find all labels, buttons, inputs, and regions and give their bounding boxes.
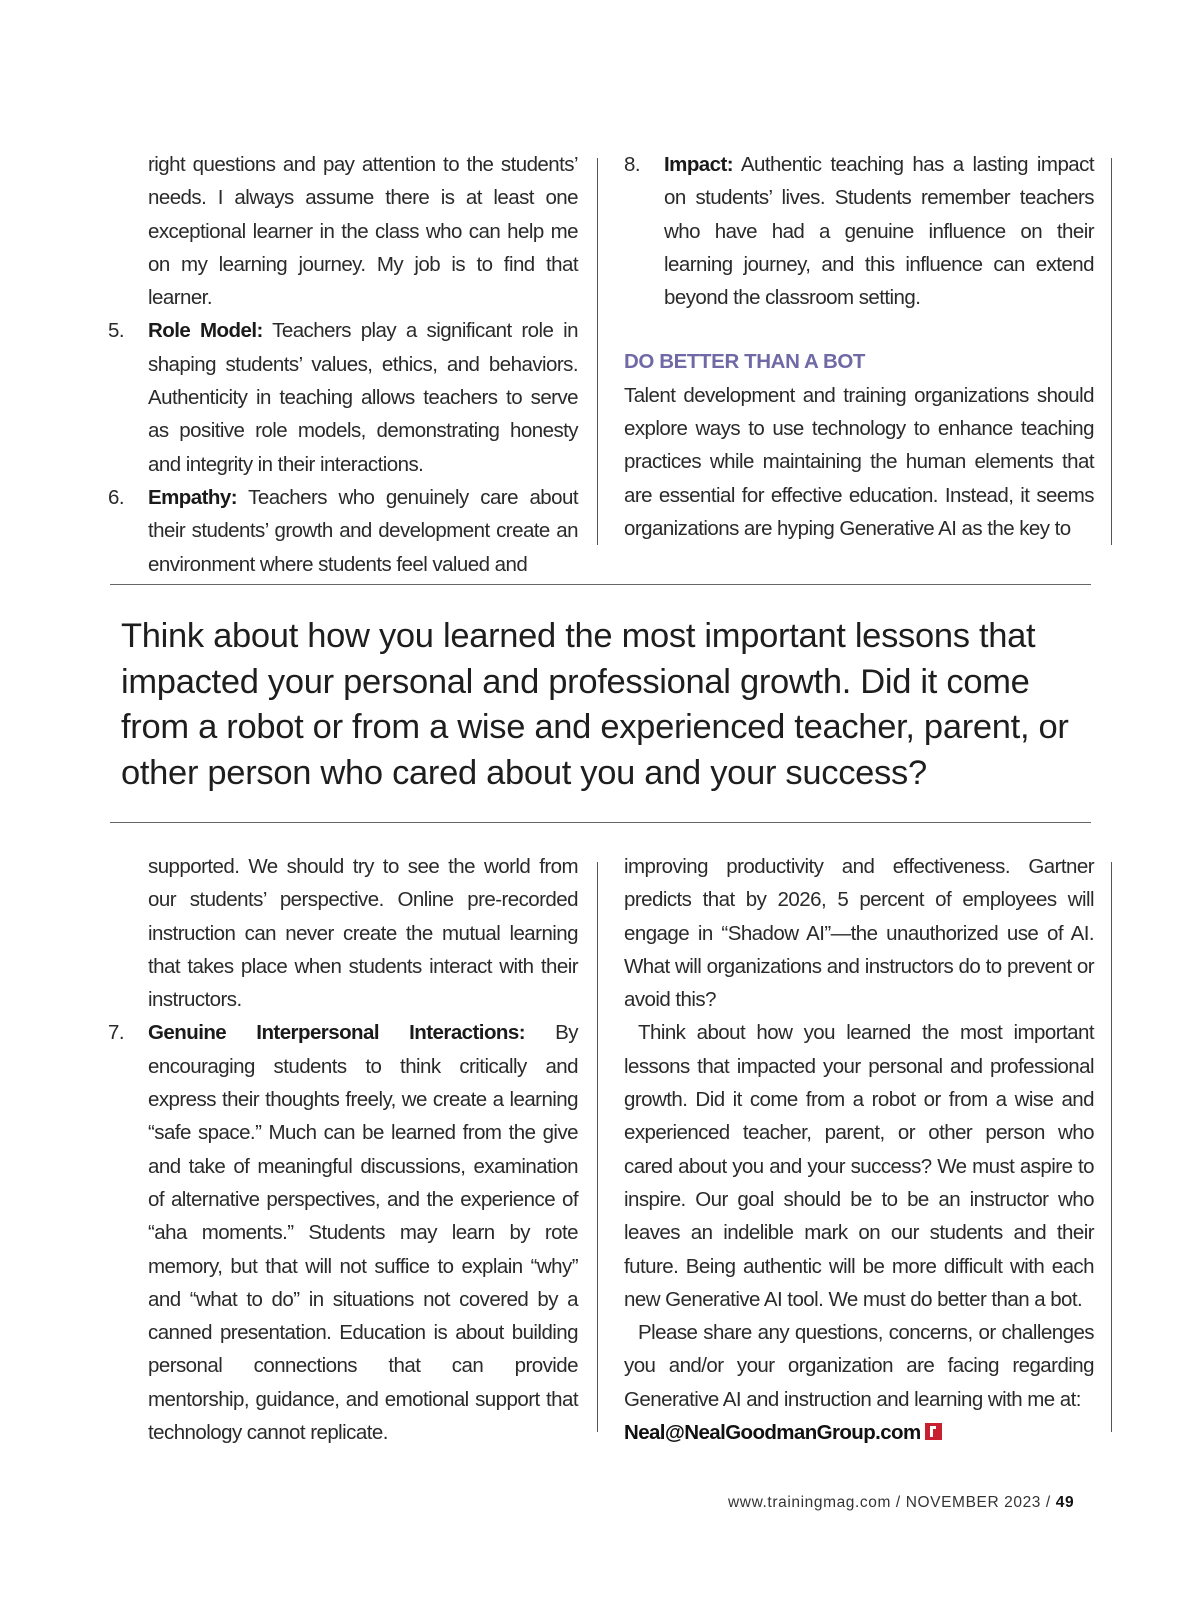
top-column-divider xyxy=(597,158,598,545)
section-heading: DO BETTER THAN A BOT xyxy=(624,350,866,374)
paragraph-share: Please share any questions, concerns, or challenges you and/or your organization are facing regarding Generative AI and instruction and learning with me at: xyxy=(624,1321,1094,1411)
list-item-text: By encouraging students to think critically and express their thoughts freely, we create a learning “safe space.” Much can be learned from the give and take of meaningful discussions, examination of alternative perspectives, and the experience of “aha moments.” Students may learn by rote memory, but that will not suffice to explain “why” and “what to do” in situations not covered by a canned presentation. Education is about building personal connections that can provide mentorship, guidance, and emotional support that technology cannot replicate. xyxy=(148,1021,578,1445)
list-item-title: Role Model: xyxy=(148,319,263,343)
bottom-left-column xyxy=(108,850,578,1449)
email-link[interactable]: Neal@NealGoodmanGroup.com xyxy=(624,1421,921,1445)
email-line xyxy=(624,1416,1094,1449)
paragraph-think: Think about how you learned the most important lessons that impacted your personal and professional growth. Did it come from a robot or from a wise and experienced teacher, parent, or other person who cared about you and your success? We must aspire to inspire. Our goal should be to be an instructor who leaves an indelible mark on our students and their future. Being authentic will be more difficult with each new Generative AI tool. We must do better than a bot. xyxy=(624,1021,1094,1311)
list-item-7 xyxy=(108,1016,578,1449)
bottom-right-column xyxy=(624,850,1094,1449)
pull-quote-bottom-rule xyxy=(110,822,1091,823)
top-right-edge-line xyxy=(1111,158,1112,545)
paragraph-gartner: improving productivity and effectiveness. Gartner predicts that by 2026, 5 percent of employees will engage in “Shadow AI”—the unauthorized use of AI. What will organizations and instructors do to prevent or avoid this? xyxy=(624,855,1094,1012)
list-item-5 xyxy=(108,314,578,480)
pull-quote-top-rule xyxy=(110,584,1091,585)
list-item-text: Authentic teaching has a lasting impact on students’ lives. Students remember teachers who have had a genuine influence on their learning journey, and this influence can extend beyond the classroom setting. xyxy=(664,153,1094,310)
list-number: 5. xyxy=(108,319,124,343)
page-number: 49 xyxy=(1055,1494,1075,1511)
list-item-title: Empathy: xyxy=(148,485,238,509)
end-of-article-icon xyxy=(925,1423,942,1440)
pull-quote: Think about how you learned the most important lessons that impacted your personal and professional growth. Did it come from a robot or from a wise and experienced teacher, parent, or other person who cared about you and your success? xyxy=(121,617,1069,792)
top-left-continuation: right questions and pay attention to the students’ needs. I always assume there is at least one exceptional learner in the class who can help me on my learning journey. My job is to find that learner. xyxy=(148,153,578,310)
bottom-right-edge-line xyxy=(1111,862,1112,1432)
list-number: 6. xyxy=(108,485,124,509)
list-item-8 xyxy=(624,148,1094,314)
page-footer xyxy=(728,1494,1074,1512)
list-item-text: Teachers who genuinely care about their students’ growth and development create an environment where students feel valued and xyxy=(148,485,578,576)
list-item-title: Genuine Interpersonal Interactions: xyxy=(148,1021,526,1045)
list-item-text: Teachers play a significant role in shaping students’ values, ethics, and behaviors. Authenticity in teaching allows teachers to serve as positive role models, demonstrating honesty and integrity in their interactions. xyxy=(148,319,578,476)
list-item-6 xyxy=(108,481,578,581)
top-left-column xyxy=(108,148,578,581)
footer-site: www.trainingmag.com / NOVEMBER 2023 / xyxy=(728,1494,1056,1511)
bottom-column-divider xyxy=(597,862,598,1432)
section-paragraph: Talent development and training organizations should explore ways to use technology to enhance teaching practices while maintaining the human elements that are essential for effective education. Instead, it seems organizations are hyping Generative AI as the key to xyxy=(624,383,1094,540)
bottom-left-continuation: supported. We should try to see the world from our students’ perspective. Online pre-recorded instruction can never create the mutual learning that takes place when students interact with their instructors. xyxy=(148,855,578,1012)
top-right-column xyxy=(624,148,1094,545)
list-number: 7. xyxy=(108,1021,124,1045)
list-number: 8. xyxy=(624,153,640,176)
list-item-title: Impact: xyxy=(664,153,734,176)
